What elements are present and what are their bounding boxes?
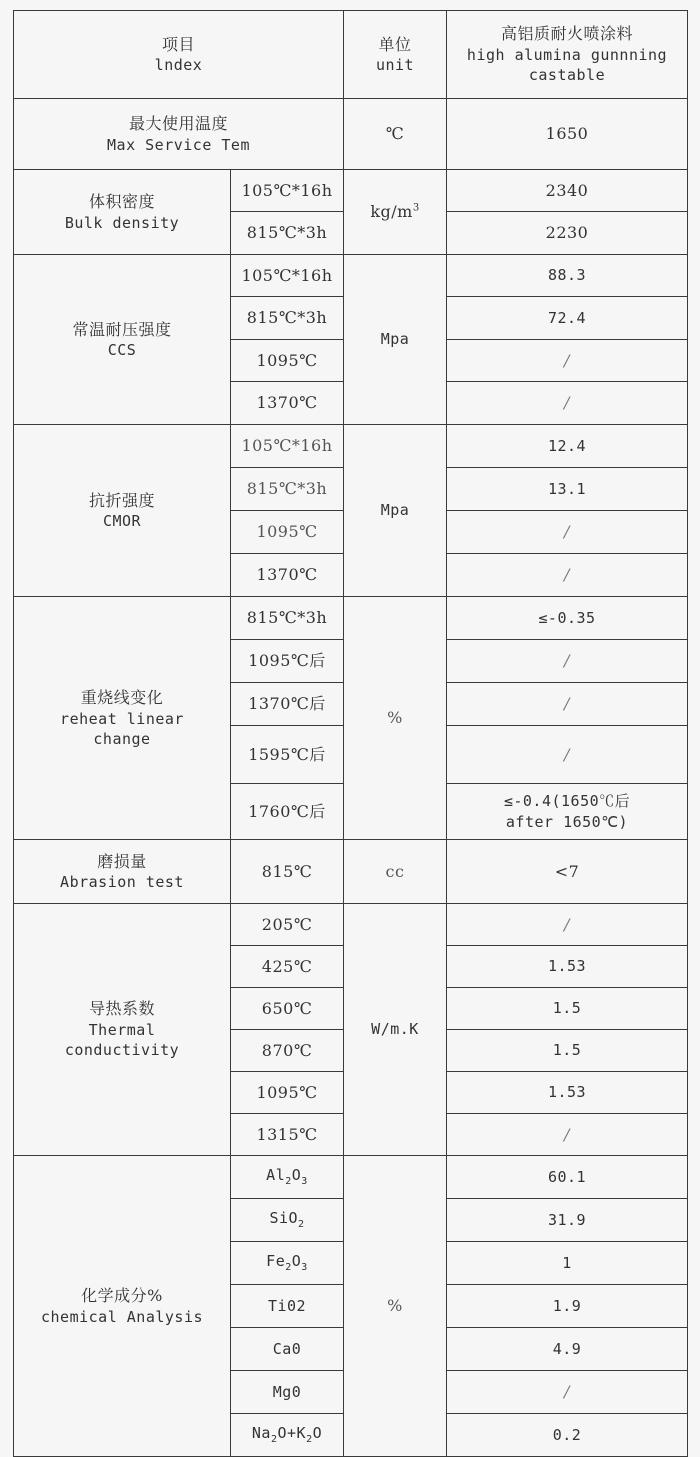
chemical-cond-fe2o3: $Fe_2O_3$	[231, 1242, 344, 1285]
thermal-unit: W/m.K	[344, 904, 447, 1156]
cmor-cond: 815℃*3h	[231, 468, 344, 511]
ccs-cond: 1095℃	[231, 340, 344, 382]
cubed-superscript: 3	[412, 202, 420, 214]
ccs-value: 72.4	[447, 297, 688, 340]
thermal-value: 1.5	[447, 1030, 688, 1072]
cmor-cond: 105℃*16h	[231, 425, 344, 468]
table-row	[14, 170, 688, 212]
ccs-cond: 815℃*3h	[231, 297, 344, 340]
properties-table	[13, 10, 688, 1457]
thermal-value: 1.5	[447, 988, 688, 1030]
chemical-cond-al2o3: $Al_2O_3$	[231, 1156, 344, 1199]
ccs-cond: 1370℃	[231, 382, 344, 425]
unit-header-cn: 单位	[378, 34, 412, 54]
reheat-cond: 1370℃后	[231, 683, 344, 726]
reheat-unit: %	[344, 597, 447, 840]
bulk-density-unit-text: kg/m	[370, 202, 413, 222]
reheat-cond: 1760℃后	[231, 784, 344, 840]
chemical-cond-na2o-k2o: $Na_2O+K_2O$	[231, 1414, 344, 1457]
reheat-value-line-2: after 1650℃)	[505, 812, 629, 831]
abrasion-value: <7	[447, 840, 688, 904]
table-row	[14, 1156, 688, 1199]
table-row	[14, 99, 688, 170]
reheat-value: /	[447, 640, 688, 683]
abrasion-label-cn: 磨损量	[97, 851, 147, 871]
ccs-label	[14, 255, 231, 425]
chemical-cond: Ti02	[231, 1285, 344, 1328]
max-service-label	[14, 99, 344, 170]
max-service-value: 1650	[447, 99, 688, 170]
ccs-value: /	[447, 340, 688, 382]
thermal-value: 1.53	[447, 946, 688, 988]
reheat-value: /	[447, 726, 688, 784]
thermal-value: /	[447, 904, 688, 946]
ccs-cond: 105℃*16h	[231, 255, 344, 297]
thermal-value: /	[447, 1114, 688, 1156]
reheat-label-en-2: change	[93, 729, 151, 748]
abrasion-label-en: Abrasion test	[60, 873, 184, 892]
thermal-cond: 650℃	[231, 988, 344, 1030]
max-service-label-cn: 最大使用温度	[128, 114, 228, 134]
table-row	[14, 840, 688, 904]
thermal-cond: 205℃	[231, 904, 344, 946]
bulk-density-value: 2340	[447, 170, 688, 212]
chemical-value: 60.1	[447, 1156, 688, 1199]
ccs-unit: Mpa	[344, 255, 447, 425]
reheat-cond: 1595℃后	[231, 726, 344, 784]
max-service-unit: ℃	[344, 99, 447, 170]
thermal-cond: 870℃	[231, 1030, 344, 1072]
chemical-value: 31.9	[447, 1199, 688, 1242]
product-header-en: high alumina gunnning castable	[466, 46, 668, 85]
max-service-label-en: Max Service Tem	[107, 135, 250, 154]
index-header-cn: 项目	[161, 34, 195, 54]
chemical-value: 1	[447, 1242, 688, 1285]
chemical-label	[14, 1156, 231, 1457]
unit-header	[344, 11, 447, 99]
abrasion-unit: cc	[344, 840, 447, 904]
bulk-density-cond: 105℃*16h	[231, 170, 344, 212]
cmor-value: 13.1	[447, 468, 688, 511]
chemical-cond: Mg0	[231, 1371, 344, 1414]
reheat-value	[447, 784, 688, 840]
table-row	[14, 904, 688, 946]
chemical-value: /	[447, 1371, 688, 1414]
chemical-unit: %	[344, 1156, 447, 1457]
chemical-value: 1.9	[447, 1285, 688, 1328]
thermal-cond: 1315℃	[231, 1114, 344, 1156]
index-header-en: lndex	[154, 56, 203, 75]
header-row	[14, 11, 688, 99]
thermal-cond: 425℃	[231, 946, 344, 988]
bulk-density-label-en: Bulk density	[64, 213, 180, 232]
product-header-cn: 高铝质耐火喷涂料	[500, 24, 633, 44]
table-row	[14, 597, 688, 640]
table-row	[14, 425, 688, 468]
reheat-value: ≤-0.35	[447, 597, 688, 640]
chemical-cond: Ca0	[231, 1328, 344, 1371]
thermal-label-en-1: Thermal	[88, 1021, 156, 1040]
cmor-label-cn: 抗折强度	[88, 490, 155, 510]
product-header	[447, 11, 688, 99]
chemical-label-en: chemical Analysis	[40, 1307, 204, 1326]
cmor-label-en: CMOR	[102, 512, 142, 531]
chemical-label-cn: 化学成分%	[81, 1286, 163, 1306]
reheat-value: /	[447, 683, 688, 726]
index-header	[14, 11, 344, 99]
bulk-density-label	[14, 170, 231, 255]
unit-header-en: unit	[375, 56, 415, 75]
cmor-label	[14, 425, 231, 597]
cmor-cond: 1095℃	[231, 511, 344, 554]
reheat-cond: 815℃*3h	[231, 597, 344, 640]
thermal-cond: 1095℃	[231, 1072, 344, 1114]
ccs-label-en: CCS	[107, 341, 137, 360]
chemical-value: 4.9	[447, 1328, 688, 1371]
cmor-cond: 1370℃	[231, 554, 344, 597]
reheat-value-line-1: ≤-0.4(1650℃后	[503, 792, 631, 811]
thermal-label-cn: 导热系数	[88, 999, 155, 1019]
chemical-value: 0.2	[447, 1414, 688, 1457]
reheat-label-en-1: reheat linear	[60, 709, 184, 728]
thermal-value: 1.53	[447, 1072, 688, 1114]
thermal-label-en-2: conductivity	[64, 1041, 180, 1060]
reheat-label	[14, 597, 231, 840]
ccs-label-cn: 常温耐压强度	[72, 319, 172, 339]
bulk-density-value: 2230	[447, 212, 688, 255]
abrasion-label	[14, 840, 231, 904]
thermal-label	[14, 904, 231, 1156]
cmor-value: /	[447, 554, 688, 597]
chemical-cond-sio2: SiO$_2$	[231, 1199, 344, 1242]
bulk-density-unit	[344, 170, 447, 255]
bulk-density-label-cn: 体积密度	[88, 192, 155, 212]
ccs-value: /	[447, 382, 688, 425]
cmor-value: /	[447, 511, 688, 554]
ccs-value: 88.3	[447, 255, 688, 297]
abrasion-cond: 815℃	[231, 840, 344, 904]
bulk-density-cond: 815℃*3h	[231, 212, 344, 255]
reheat-label-cn: 重烧线变化	[80, 687, 164, 707]
reheat-cond: 1095℃后	[231, 640, 344, 683]
table-row	[14, 255, 688, 297]
cmor-unit: Mpa	[344, 425, 447, 597]
cmor-value: 12.4	[447, 425, 688, 468]
